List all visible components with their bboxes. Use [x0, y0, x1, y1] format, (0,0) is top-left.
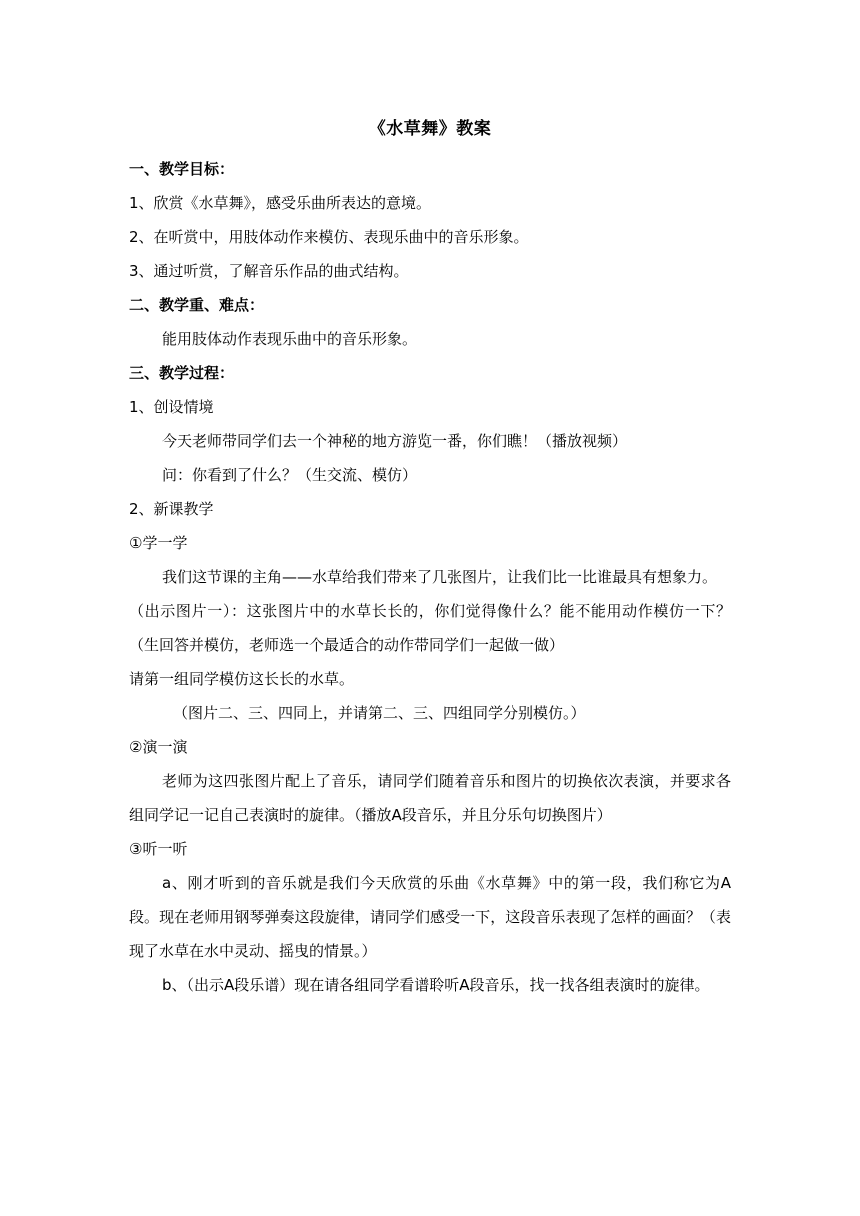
learn-paragraph-2: （出示图片一）：这张图片中的水草长长的，你们觉得像什么？能不能用动作模仿一下？（生回答并模仿，老师选一个最适合的动作带同学们一起做一做） — [129, 602, 731, 654]
process-step-1-text: 今天老师带同学们去一个神秘的地方游览一番，你们瞧！（播放视频） — [162, 432, 628, 450]
objective-item-2: 2、在听赏中，用肢体动作来模仿、表现乐曲中的音乐形象。 — [129, 228, 529, 246]
document-title: 《水草舞》教案 — [368, 119, 492, 139]
key-point-text: 能用肢体动作表现乐曲中的音乐形象。 — [162, 330, 418, 348]
listen-paragraph-b: b、（出示A段乐谱）现在请各组同学看谱聆听A段音乐，找一找各组表演时的旋律。 — [162, 976, 710, 994]
subsection-perform-heading: ②演一演 — [129, 738, 188, 756]
process-step-2-heading: 2、新课教学 — [129, 500, 214, 518]
listen-paragraph-a: a、刚才听到的音乐就是我们今天欣赏的乐曲《水草舞》中的第一段，我们称它为A段。现在老师用钢琴弹奏这段旋律，请同学们感受一下，这段音乐表现了怎样的画面？（表现了水草在水中灵动、摇曳的情景。） — [129, 874, 731, 960]
process-step-1-question: 问：你看到了什么？（生交流、模仿） — [162, 466, 418, 484]
learn-paragraph-1: 我们这节课的主角——水草给我们带来了几张图片，让我们比一比谁最具有想象力。 — [162, 568, 718, 586]
section-heading-key-points: 二、教学重、难点： — [129, 296, 265, 314]
learn-paragraph-4: （图片二、三、四同上，并请第二、三、四组同学分别模仿。） — [173, 704, 586, 722]
section-heading-process: 三、教学过程： — [129, 364, 235, 382]
objective-item-3: 3、通过听赏，了解音乐作品的曲式结构。 — [129, 262, 409, 280]
process-step-1-heading: 1、创设情境 — [129, 398, 214, 416]
subsection-learn-heading: ①学一学 — [129, 534, 188, 552]
section-heading-objectives: 一、教学目标： — [129, 160, 235, 178]
perform-paragraph: 老师为这四张图片配上了音乐，请同学们随着音乐和图片的切换依次表演，并要求各组同学记一记自己表演时的旋律。（播放A段音乐，并且分乐句切换图片） — [129, 772, 731, 824]
learn-paragraph-3: 请第一组同学模仿这长长的水草。 — [129, 670, 355, 688]
objective-item-1: 1、欣赏《水草舞》，感受乐曲所表达的意境。 — [129, 194, 432, 212]
document-body — [129, 152, 731, 1002]
subsection-listen-heading: ③听一听 — [129, 840, 188, 858]
